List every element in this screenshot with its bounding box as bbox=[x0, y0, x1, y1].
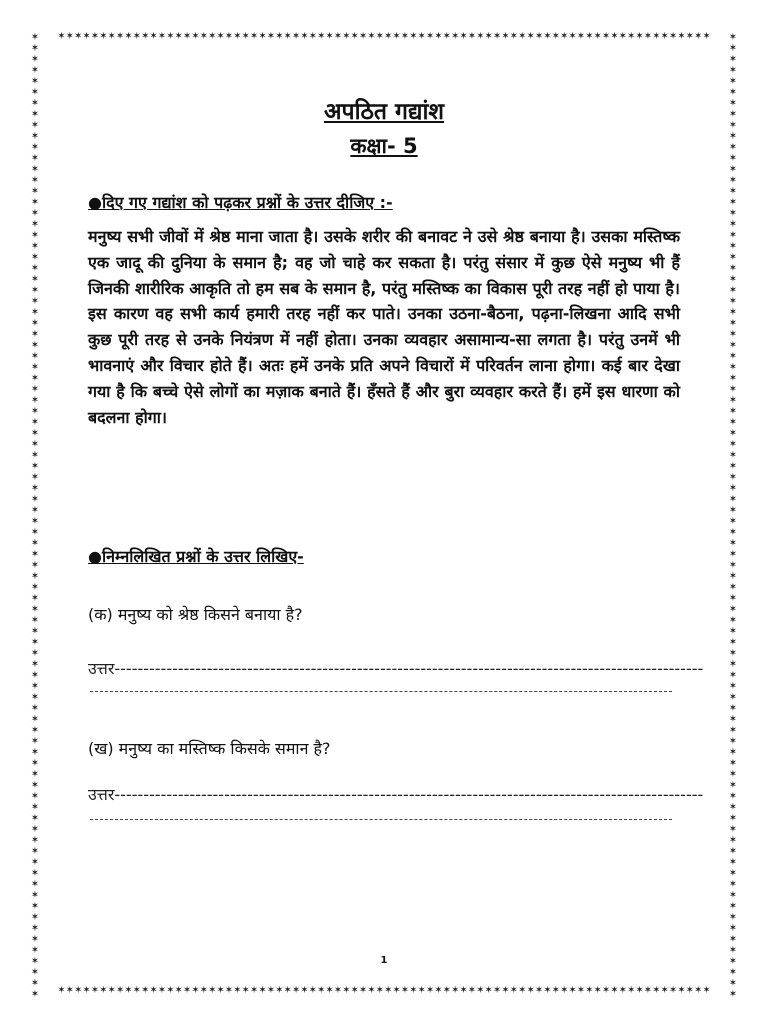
passage-text: मनुष्य सभी जीवों में श्रेष्ठ माना जाता है। उसके शरीर की बनावट ने उसे श्रेष्ठ बनाया है। उसका मस्तिष्क एक जादू की दुनिया के समान है; वह जो चाहे कर सकता है। परंतु संसार में कुछ ऐसे मनुष्य भी हैं जिनकी शारीरिक आकृति तो हम सब के समान है, परंतु मस्तिष्क का विकास पूरी तरह नहीं हो पाया है। इस कारण वह सभी कार्य हमारी तरह नहीं कर पाते। उनका उठना-बैठना, पढ़ना-लिखना आदि सभी कुछ पूरी तरह से उनके नियंत्रण में नहीं होता। उनका व्यवहार असामान्य-सा लगता है। परंतु उनमें भी भावनाएं और विचार होते हैं। अतः हमें उनके प्रति अपने विचारों में परिवर्तन लाना होगा। कई बार देखा गया है कि बच्चे ऐसे लोगों का मज़ाक बनाते हैं। हँसते हैं और बुरा व्यवहार करते हैं। हमें इस धारणा को बदलना होगा। bbox=[88, 227, 680, 427]
border-bottom: ✶✶✶✶✶✶✶✶✶✶✶✶✶✶✶✶✶✶✶✶✶✶✶✶✶✶✶✶✶✶✶✶✶✶✶✶✶✶✶✶✶✶✶✶✶✶✶✶✶✶✶✶✶✶✶✶✶✶✶✶✶✶✶✶✶✶✶✶✶✶✶✶✶✶✶✶✶✶ bbox=[57, 985, 711, 996]
border-right: ✶✶✶✶✶✶✶✶✶✶✶✶✶✶✶✶✶✶✶✶✶✶✶✶✶✶✶✶✶✶✶✶✶✶✶✶✶✶✶✶✶✶✶✶✶✶✶✶✶✶✶✶✶✶✶✶✶✶✶✶✶✶✶✶✶✶✶✶✶✶✶✶✶✶✶✶✶✶✶✶✶✶✶✶✶✶✶✶ bbox=[728, 32, 738, 1000]
answer-extra-line-1[interactable] bbox=[90, 691, 672, 692]
answer-line-2[interactable]: उत्तर------------------------------------------------------------------------------------------------------ bbox=[88, 785, 704, 804]
class-label bbox=[0, 132, 768, 160]
border-top: ✶✶✶✶✶✶✶✶✶✶✶✶✶✶✶✶✶✶✶✶✶✶✶✶✶✶✶✶✶✶✶✶✶✶✶✶✶✶✶✶✶✶✶✶✶✶✶✶✶✶✶✶✶✶✶✶✶✶✶✶✶✶✶✶✶✶✶✶✶✶✶✶✶✶✶✶✶✶ bbox=[57, 31, 711, 42]
page-number: 1 bbox=[380, 955, 388, 966]
instruction-read-passage: ●दिए गए गद्यांश को पढ़कर प्रश्नों के उत्तर दीजिए :- bbox=[88, 193, 393, 212]
page-title bbox=[0, 94, 768, 126]
question-2: (ख) मनुष्य का मस्तिष्क किसके समान है? bbox=[88, 739, 331, 758]
question-1: (क) मनुष्य को श्रेष्ठ किसने बनाया है? bbox=[88, 605, 303, 624]
class-label-text: कक्षा- 5 bbox=[350, 134, 418, 158]
answer-extra-line-2[interactable] bbox=[90, 819, 672, 820]
page-title-text: अपठित गद्यांश bbox=[323, 99, 445, 125]
border-left: ✶✶✶✶✶✶✶✶✶✶✶✶✶✶✶✶✶✶✶✶✶✶✶✶✶✶✶✶✶✶✶✶✶✶✶✶✶✶✶✶✶✶✶✶✶✶✶✶✶✶✶✶✶✶✶✶✶✶✶✶✶✶✶✶✶✶✶✶✶✶✶✶✶✶✶✶✶✶✶✶✶✶✶✶✶✶✶✶ bbox=[30, 32, 40, 1000]
instruction-answer-questions: ●निम्नलिखित प्रश्नों के उत्तर लिखिए- bbox=[88, 547, 304, 566]
answer-line-1[interactable]: उत्तर------------------------------------------------------------------------------------------------------ bbox=[88, 659, 704, 678]
